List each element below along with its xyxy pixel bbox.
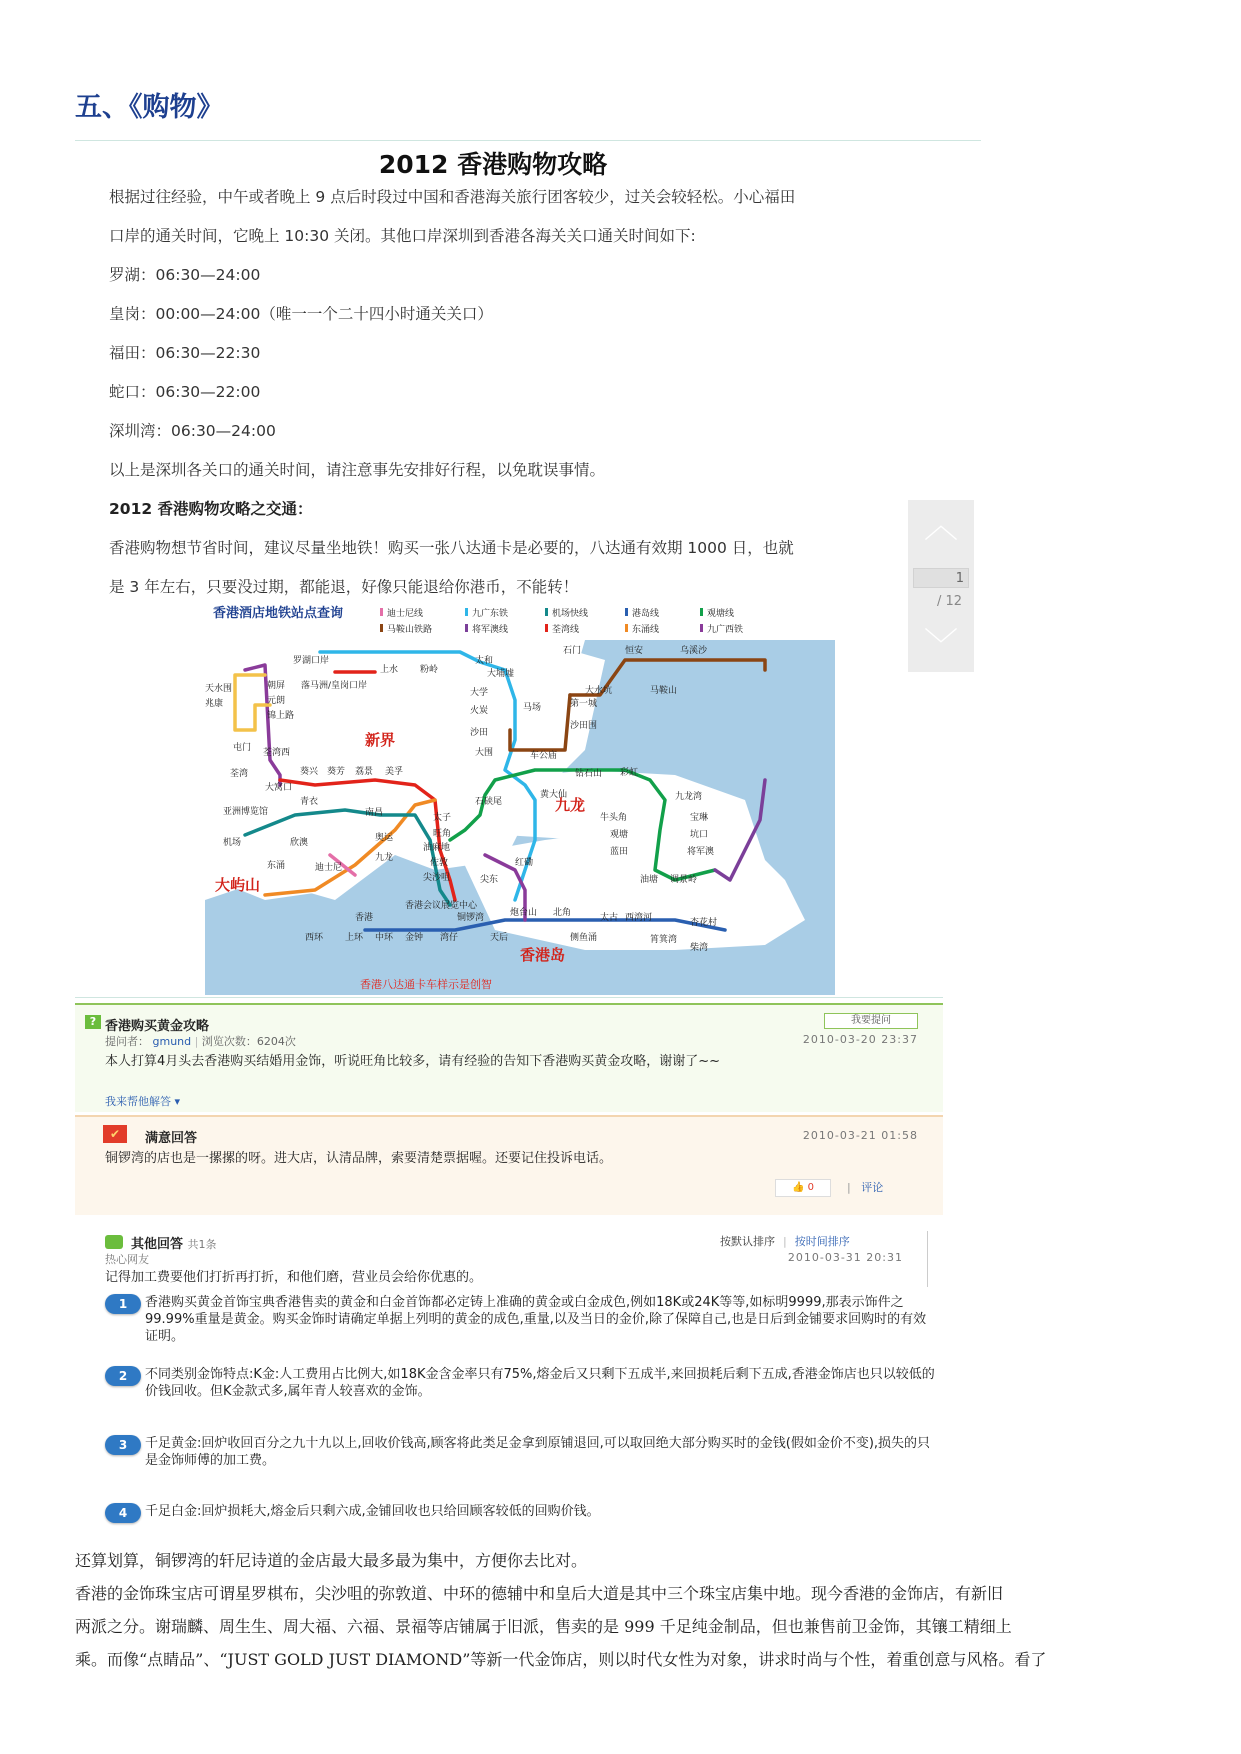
district-label: 大屿山 [215,876,261,894]
legend-label: 将军澳线 [472,625,509,635]
body-paragraph-line: 香港的金饰珠宝店可谓星罗棋布，尖沙咀的弥敦道、中环的德辅中和皇后大道是其中三个珠宝店集中地。现今香港的金饰店，有新旧 [75,1584,1004,1603]
station-label: 荔景 [355,767,374,777]
station-label: 上水 [380,665,399,675]
qa-section [75,997,943,1520]
thumbs-up-icon: 👍 [791,1182,808,1193]
station-label: 九龙湾 [675,792,703,802]
station-label: 机场 [223,838,242,848]
station-label: 佐敦 [430,858,449,868]
legend-swatch [465,608,468,616]
legend-swatch [380,624,383,632]
question-date: 2010-03-20 23:37 [802,1033,918,1046]
mtr-map-graphic [205,600,835,995]
section-title: 五、《购物》 [75,92,224,123]
district-label: 香港岛 [520,946,566,964]
station-label: 红磡 [515,858,534,868]
tip-text: 千足白金:回炉损耗大,熔金后只剩六成,金铺回收也只给回顾客较低的回购价钱。 [145,1504,600,1519]
station-label: 石硖尾 [475,797,503,807]
best-answer-date: 2010-03-21 01:58 [802,1129,918,1142]
guide-line: 皇岗：00:00—24:00（唯一一个二十四小时通关关口） [109,305,493,323]
legend-swatch [545,608,548,616]
station-label: 马鞍山 [650,686,678,696]
station-label: 柴湾 [690,943,709,953]
station-label: 炮台山 [510,908,538,918]
other-answer-user: 热心网友 [105,1253,149,1266]
tip-text: 不同类别金饰特点:K金:人工费用占比例大,如18K金含金率只有75%,熔金后又只剩下五成半,来回损耗后剩下五成,香港金饰店也只以较低的价钱回收。但K金款式多,属年青人较喜欢的金饰。 [145,1367,935,1399]
station-label: 乌溪沙 [680,646,708,656]
station-label: 香港 [355,913,374,923]
station-label: 铜锣湾 [457,913,485,923]
question-box [75,1003,943,1112]
page-navigator [908,500,974,672]
station-label: 粉岭 [420,665,439,675]
guide-line: 深圳湾：06:30—24:00 [109,422,276,440]
asker-link[interactable]: gmund [152,1035,192,1048]
question-icon: ? [85,1015,101,1029]
station-label: 奥运 [375,833,394,843]
station-label: 钻石山 [575,769,603,779]
question-text: 本人打算4月头去香港购买结婚用金饰，听说旺角比较多，请有经验的告知下香港购买黄金攻略，谢谢了~~ [105,1054,721,1069]
like-button[interactable] [775,1179,831,1197]
station-label: 罗湖口岸 [293,656,330,666]
page-down-button[interactable] [908,620,974,672]
question-meta: 提问者： gmund | 浏览次数：6204次 [105,1035,296,1048]
legend-swatch [700,608,703,616]
station-label: 尖沙咀 [423,873,451,883]
station-label: 东涌 [267,861,286,871]
station-label: 第一城 [570,699,598,709]
legend-label: 机场快线 [552,609,589,619]
page-up-button[interactable] [908,500,974,552]
guide-line: 口岸的通关时间，它晚上 10:30 关闭。其他口岸深圳到香港各海关关口通关时间如下: [109,227,696,245]
legend-label: 九广西铁 [707,625,744,635]
guide-line: 以上是深圳各关口的通关时间，请注意事先安排好行程，以免耽误事情。 [109,461,606,479]
flag-icon: ✔ [103,1125,127,1143]
station-label: 葵芳 [327,767,346,777]
station-label: 尖东 [480,875,499,885]
tip-number: 4 [105,1503,141,1523]
body-paragraph-line: 还算划算，铜锣湾的轩尼诗道的金店最大最多最为集中，方便你去比对。 [75,1551,588,1570]
tip-item [105,1435,935,1475]
guide-title: 2012 香港购物攻略 [378,150,608,179]
chat-icon [105,1235,123,1249]
guide-line: 蛇口：06:30—22:00 [109,383,261,401]
tip-number: 1 [105,1294,141,1314]
station-label: 彩虹 [620,768,639,778]
legend-swatch [545,624,548,632]
station-label: 蓝田 [610,847,629,857]
other-answers-label: 其他回答 [131,1237,184,1252]
station-label: 美孚 [385,767,404,777]
station-label: 大围 [475,748,494,758]
other-answer-text: 记得加工费要他们打折再打折，和他们磨，营业员会给你优惠的。 [105,1270,483,1285]
guide-subheading: 2012 香港购物攻略之交通： [109,500,313,518]
station-label: 屯门 [233,743,252,753]
legend-swatch [465,624,468,632]
district-label: 九龙 [555,796,586,814]
legend-label: 荃湾线 [552,625,580,635]
legend-label: 九广东铁 [472,609,509,619]
map-caption: 香港八达通卡车样示是创智 [360,978,492,991]
station-label: 朝屏 [267,681,286,691]
station-label: 沙田围 [570,721,598,731]
station-label: 杏花村 [690,918,718,928]
mtr-map [205,600,835,995]
station-label: 太古 [600,913,619,923]
sort-options: 按默认排序 | 按时间排序 [720,1235,850,1248]
station-label: 太子 [433,813,452,823]
comment-area: | 评论 [847,1181,884,1194]
legend-swatch [380,608,383,616]
station-label: 元朗 [267,696,286,706]
station-label: 太和 [475,656,494,666]
answer-link[interactable]: 我来帮他解答 ▾ [105,1095,181,1108]
station-label: 油麻地 [423,843,451,853]
station-label: 湾仔 [440,933,459,943]
station-label: 兆康 [205,699,224,709]
station-label: 葵兴 [300,767,319,777]
station-label: 大学 [470,688,489,698]
station-label: 旺角 [433,829,452,839]
station-label: 坑口 [690,830,709,840]
guide-line: 罗湖：06:30—24:00 [109,266,261,284]
station-label: 沙田 [470,728,489,738]
station-label: 南昌 [365,808,384,818]
guide-line: 香港购物想节省时间，建议尽量坐地铁！购买一张八达通卡是必要的，八达通有效期 1000 日，也就 [109,539,794,557]
legend-label: 观塘线 [707,609,735,619]
station-label: 荃湾西 [263,748,291,758]
tip-number: 3 [105,1435,141,1455]
tip-item [105,1503,935,1525]
best-answer-box [75,1115,943,1215]
sort-time-link[interactable]: 按时间排序 [794,1235,850,1248]
station-label: 牛头角 [600,813,628,823]
station-label: 落马洲/皇岗口岸 [301,681,368,691]
legend-label: 东涌线 [632,625,660,635]
station-label: 侧鱼涌 [570,933,598,943]
divider [927,1231,928,1287]
other-answers-title [131,1233,217,1252]
sort-default-link[interactable]: 按默认排序 [720,1235,775,1248]
district-label: 新界 [365,731,396,749]
guide-line: 根据过往经验，中午或者晚上 9 点后时段过中国和香港海关旅行团客较少，过关会较轻松。小心福田 [109,188,796,206]
station-label: 将军澳 [687,847,715,857]
station-label: 大水坑 [585,686,613,696]
asker-label: 提问者： [105,1035,149,1048]
legend-swatch [625,624,628,632]
tip-number: 2 [105,1366,141,1386]
station-label: 车公庙 [530,751,558,761]
station-label: 天后 [490,933,509,943]
chevron-up-icon: ︿ [924,506,958,546]
station-label: 大埔墟 [487,669,515,679]
legend-swatch [625,608,628,616]
station-label: 黄大仙 [540,790,568,800]
station-label: 大窝口 [265,783,293,793]
map-title: 香港酒店地铁站点查询 [213,606,344,621]
station-label: 筲箕湾 [650,935,678,945]
guide-line: 是 3 年左右，只要没过期，都能退，好像只能退给你港币，不能转！ [109,578,579,596]
station-label: 金钟 [405,933,424,943]
station-label: 青衣 [300,797,319,807]
tip-item [105,1366,935,1406]
station-label: 香港会议展览中心 [405,901,478,911]
station-label: 上环 [345,933,364,943]
best-answer-text: 铜锣湾的店也是一摞摞的呀。进大店，认清品牌，索要清楚票据喔。还要记住投诉电话。 [105,1151,613,1166]
station-label: 西湾河 [625,913,653,923]
legend-label: 港岛线 [632,609,660,619]
legend-swatch [700,624,703,632]
ask-question-button[interactable]: 我要提问 [824,1013,918,1029]
page-number-input[interactable]: 1 [913,568,969,588]
station-label: 中环 [375,933,394,943]
station-label: 火炭 [470,706,489,716]
station-label: 观塘 [610,830,629,840]
station-label: 宝琳 [690,813,709,823]
view-count: 浏览次数：6204次 [201,1035,296,1048]
station-label: 迪士尼 [315,863,343,873]
question-title[interactable]: 香港购买黄金攻略 [105,1019,210,1034]
page-total: / 12 [936,594,962,609]
station-label: 西环 [305,933,324,943]
legend-label: 马鞍山铁路 [387,625,433,635]
station-label: 欣澳 [290,838,309,848]
station-label: 荃湾 [230,769,249,779]
station-label: 油塘 [640,875,659,885]
comment-link[interactable]: 评论 [861,1181,884,1194]
tip-text: 香港购买黄金首饰宝典香港售卖的黄金和白金首饰都必定铸上准确的黄金或白金成色,例如18K或24K等等,如标明9999,那表示饰件之99.99%重量是黄金。购买金饰时请确定单据上列明的黄金的成色,重量,以及当日的金价,除了保障自己,也是日后到金铺要求回购时的有效证明。 [145,1295,927,1344]
body-paragraph-line: 两派之分。谢瑞麟、周生生、周大福、六福、景福等店铺属于旧派，售卖的是 999 千足纯金制品，但也兼售前卫金饰，其镶工精细上 [75,1617,1012,1636]
station-label: 石门 [563,646,582,656]
like-count: 0 [807,1182,814,1193]
station-label: 调景岭 [670,875,698,885]
legend-label: 迪士尼线 [387,609,424,619]
guide-line: 福田：06:30—22:30 [109,344,261,362]
station-label: 锦上路 [267,711,295,721]
station-label: 九龙 [375,853,394,863]
station-label: 北角 [553,908,572,918]
chevron-down-icon: ﹀ [924,626,958,666]
body-paragraph-line: 乘。而像“点睛品”、“JUST GOLD JUST DIAMOND”等新一代金饰店，则以时代女性为对象，讲求时尚与个性，着重创意与风格。看了 [75,1650,1047,1669]
tip-item [105,1294,935,1344]
station-label: 天水围 [205,684,233,694]
station-label: 恒安 [625,646,644,656]
station-label: 亚洲博览馆 [223,807,269,817]
other-answer-date: 2010-03-31 20:31 [787,1251,903,1264]
tip-text: 千足黄金:回炉收回百分之九十九以上,回收价钱高,顾客将此类足金拿到原铺退回,可以取回绝大部分购买时的金钱(假如金价不变),损失的只是金饰师傅的加工费。 [145,1436,931,1468]
other-answers-count: 共1条 [187,1238,217,1251]
best-answer-title: 满意回答 [145,1131,198,1146]
station-label: 马场 [523,703,542,713]
